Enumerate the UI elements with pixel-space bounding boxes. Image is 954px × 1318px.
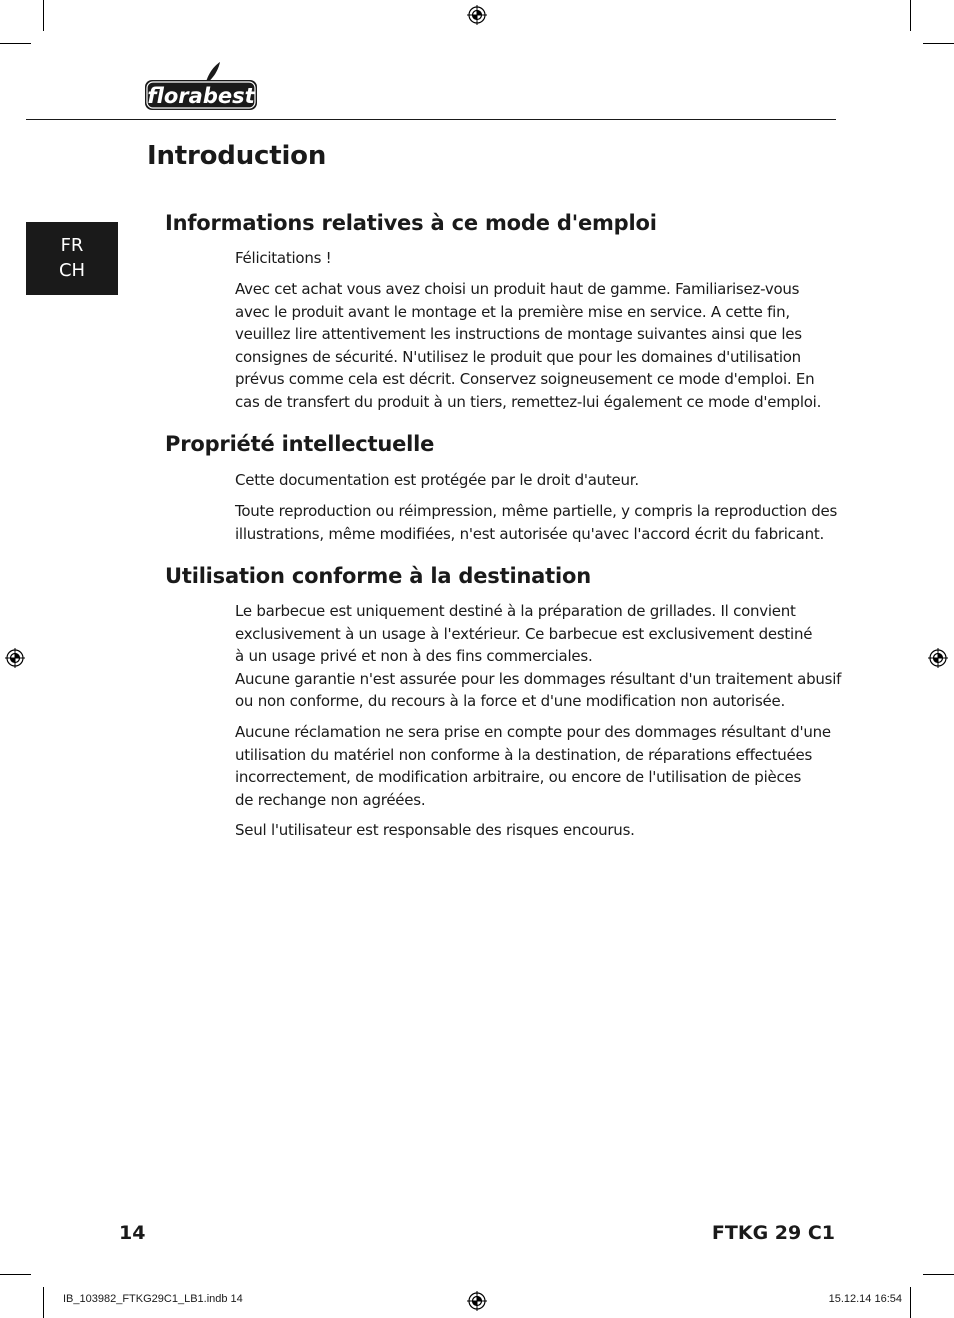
text-line: Toute reproduction ou réimpression, même partielle, y compris la reproduction des bbox=[235, 502, 838, 520]
text-line: consignes de sécurité. N'utilisez le produit que pour les domaines d'utilisation bbox=[235, 347, 801, 366]
text-line: exclusivement à un usage à l'extérieur. Ce barbecue est exclusivement destiné bbox=[235, 624, 813, 643]
crop-mark-icon bbox=[923, 43, 954, 44]
print-slug-file: IB_103982_FTKG29C1_LB1.indb 14 bbox=[63, 1293, 243, 1305]
page-title: Introduction bbox=[147, 141, 327, 171]
paragraph bbox=[235, 600, 842, 713]
crop-mark-icon bbox=[910, 0, 911, 31]
text-line: illustrations, même modifiées, n'est autorisée qu'avec l'accord écrit du fabricant. bbox=[235, 524, 825, 543]
text-line: incorrectement, de modification arbitraire, ou encore de l'utilisation de pièces bbox=[235, 768, 802, 786]
text-line: cas de transfert du produit à un tiers, remettez-lui également ce mode d'emploi. bbox=[235, 392, 822, 411]
section-heading-utilisation: Utilisation conforme à la destination bbox=[165, 564, 591, 588]
text-line: Cette documentation est protégée par le droit d'auteur. bbox=[235, 471, 639, 489]
text-line: Avec cet achat vous avez choisi un produit haut de gamme. Familiarisez-vous bbox=[235, 280, 800, 298]
text-line: ou non conforme, du recours à la force et d'une modification non autorisée. bbox=[235, 692, 785, 710]
brand-logo bbox=[144, 60, 260, 112]
registration-mark-icon bbox=[467, 5, 487, 25]
paragraph bbox=[235, 500, 838, 545]
text-line: Félicitations ! bbox=[235, 249, 332, 267]
paragraph bbox=[235, 819, 815, 842]
crop-mark-icon bbox=[923, 1274, 954, 1275]
text-line: utilisation du matériel non conforme à la destination, de réparations effectuées bbox=[235, 745, 813, 764]
language-tab bbox=[26, 222, 118, 295]
crop-mark-icon bbox=[0, 1274, 31, 1275]
brand-logo-text: florabest bbox=[147, 84, 255, 108]
language-code-fr: FR bbox=[60, 235, 84, 256]
paragraph bbox=[235, 247, 815, 270]
crop-mark-icon bbox=[43, 0, 44, 31]
section-heading-propriete: Propriété intellectuelle bbox=[165, 432, 435, 456]
header-rule bbox=[26, 119, 836, 120]
paragraph bbox=[235, 469, 815, 492]
page-number: 14 bbox=[119, 1222, 146, 1244]
language-code-ch: CH bbox=[58, 260, 86, 281]
text-line: Seul l'utilisateur est responsable des risques encourus. bbox=[235, 821, 635, 839]
model-number: FTKG 29 C1 bbox=[711, 1222, 835, 1244]
crop-mark-icon bbox=[43, 1287, 44, 1318]
text-line: Aucune réclamation ne sera prise en compte pour des dommages résultant d'une bbox=[235, 723, 831, 741]
print-slug-datetime: 15.12.14 16:54 bbox=[828, 1293, 902, 1305]
text-line: prévus comme cela est décrit. Conservez soigneusement ce mode d'emploi. En bbox=[235, 370, 815, 388]
text-line: avec le produit avant le montage et la première mise en service. A cette fin, bbox=[235, 302, 790, 321]
paragraph bbox=[235, 278, 822, 413]
text-line: de rechange non agréées. bbox=[235, 790, 426, 809]
registration-mark-icon bbox=[928, 648, 948, 668]
leaf-logo-icon bbox=[206, 62, 220, 82]
crop-mark-icon bbox=[910, 1287, 911, 1318]
text-line: Aucune garantie n'est assurée pour les dommages résultant d'un traitement abusif bbox=[235, 669, 842, 688]
section-heading-informations: Informations relatives à ce mode d'emploi bbox=[165, 211, 657, 235]
paragraph bbox=[235, 721, 831, 811]
text-line: veuillez lire attentivement les instructions de montage suivantes ainsi que les bbox=[235, 325, 802, 343]
text-line: Le barbecue est uniquement destiné à la préparation de grillades. Il convient bbox=[235, 602, 796, 620]
crop-mark-icon bbox=[0, 43, 31, 44]
registration-mark-icon bbox=[467, 1291, 487, 1311]
registration-mark-icon bbox=[5, 648, 25, 668]
text-line: à un usage privé et non à des fins commerciales. bbox=[235, 647, 593, 665]
